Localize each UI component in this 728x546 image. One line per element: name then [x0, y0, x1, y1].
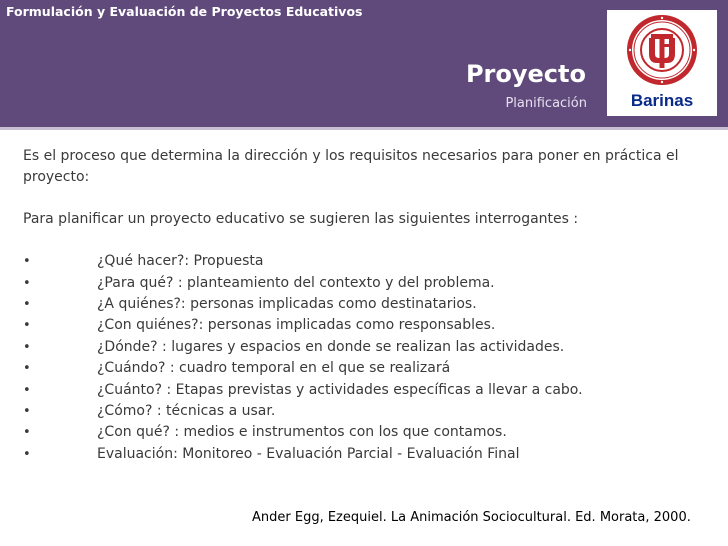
bullet-icon: •: [23, 296, 31, 312]
paragraph-spacer: [23, 188, 713, 209]
university-seal-icon: [607, 10, 717, 116]
bullet-icon: •: [23, 382, 31, 398]
list-item-text: ¿Con quiénes?: personas implicadas como responsables.: [97, 317, 496, 334]
question-list: [23, 251, 713, 465]
bullet-icon: •: [23, 254, 31, 270]
list-item: [23, 337, 713, 358]
list-item-text: ¿Qué hacer?: Propuesta: [97, 253, 264, 270]
list-item-text: ¿Con qué? : medios e instrumentos con los que contamos.: [97, 424, 507, 441]
list-item: [23, 422, 713, 443]
bullet-icon: •: [23, 275, 31, 291]
list-item-text: ¿Dónde? : lugares y espacios en donde se realizan las actividades.: [97, 338, 565, 355]
reference-citation: Ander Egg, Ezequiel. La Animación Sociocultural. Ed. Morata, 2000.: [252, 510, 691, 525]
bullet-icon: •: [23, 425, 31, 441]
slide-body: [23, 146, 713, 465]
course-title: Formulación y Evaluación de Proyectos Educativos: [6, 4, 363, 19]
slide-title: Proyecto: [465, 60, 586, 88]
list-item-text: ¿Cómo? : técnicas a usar.: [97, 402, 276, 419]
definition-paragraph: Es el proceso que determina la dirección y los requisitos necesarios para poner en práctica el proyecto:: [23, 148, 679, 185]
list-item: [23, 444, 713, 465]
list-item: [23, 379, 713, 400]
bullet-icon: •: [23, 446, 31, 462]
bullet-icon: •: [23, 361, 31, 377]
list-item: [23, 272, 713, 293]
header-bar: [0, 0, 728, 127]
list-item: [23, 358, 713, 379]
intro-paragraph: Para planificar un proyecto educativo se sugieren las siguientes interrogantes :: [23, 211, 579, 227]
list-item: [23, 401, 713, 422]
bullet-icon: •: [23, 318, 31, 334]
list-item: [23, 315, 713, 336]
paragraph-spacer: [23, 230, 713, 251]
list-item: [23, 251, 713, 272]
bullet-icon: •: [23, 403, 31, 419]
list-item-text: ¿Cuándo? : cuadro temporal en el que se realizará: [97, 360, 451, 377]
university-logo: [607, 10, 717, 116]
header-divider: [0, 127, 728, 130]
logo-caption: Barinas: [630, 91, 694, 110]
list-item-text: ¿A quiénes?: personas implicadas como destinatarios.: [97, 295, 477, 312]
list-item: [23, 294, 713, 315]
bullet-icon: •: [23, 339, 31, 355]
slide-subtitle: Planificación: [505, 96, 587, 111]
list-item-text: ¿Para qué? : planteamiento del contexto y del problema.: [97, 274, 495, 291]
list-item-text: ¿Cuánto? : Etapas previstas y actividades específicas a llevar a cabo.: [97, 381, 583, 398]
list-item-text: Evaluación: Monitoreo - Evaluación Parcial - Evaluación Final: [97, 445, 520, 462]
